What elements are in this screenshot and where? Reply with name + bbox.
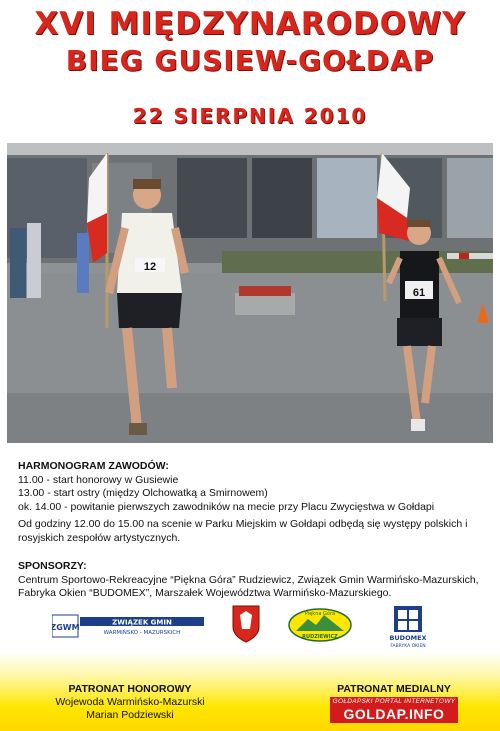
honorary-heading: PATRONAT HONOROWY: [68, 683, 192, 695]
race-photo: [7, 143, 493, 443]
media-patronage: [330, 683, 458, 723]
budomex-logo: [386, 602, 430, 650]
concert-note: Od godziny 12.00 do 15.00 na scenie w Parku Miejskim w Gołdapi odbędą się występy polskich i rosyjskich zespołów artystycznych.: [18, 518, 468, 544]
zgwm-line2: WARMIŃSKO - MAZURSKICH: [103, 630, 181, 636]
honorary-patronage: [10, 683, 250, 722]
piekna-gora-logo: [288, 607, 352, 643]
budomex-sub: FABRYKA OKIEN: [390, 644, 426, 649]
event-title-line1: XVI MIĘDZYNARODOWY: [34, 6, 466, 42]
event-title-line2: BIEG GUSIEW-GOŁDAP: [65, 44, 435, 77]
coat-of-arms-logo: [232, 605, 260, 643]
event-date: 22 SIERPNIA 2010: [132, 104, 368, 128]
schedule-item: 11.00 - start honorowy w Gusiewie: [18, 473, 179, 486]
portal-name: GOLDAP.INFO: [330, 706, 458, 723]
sponsors-heading: SPONSORZY:: [18, 560, 87, 572]
bib-number-right: 61: [412, 287, 426, 299]
budomex-name: BUDOMEX: [389, 634, 427, 642]
schedule-item: 13.00 - start ostry (między Olchowatką a Smirnowem): [18, 487, 268, 499]
honorary-line2: Marian Podziewski: [86, 709, 174, 721]
sponsor-logos: [0, 600, 500, 652]
schedule-section: [18, 460, 488, 514]
zgwm-line1: ZWIĄZEK GMIN: [112, 618, 172, 627]
schedule-heading: HARMONOGRAM ZAWODÓW:: [18, 460, 169, 472]
schedule-item: ok. 14.00 - powitanie pierwszych zawodników na mecie przy Placu Zwycięstwa w Gołdapi: [18, 500, 435, 513]
zgwm-logo: [52, 613, 204, 639]
footer: [0, 652, 500, 731]
sponsors-section: [18, 560, 488, 601]
media-heading: PATRONAT MEDIALNY: [337, 683, 451, 695]
piekna-gora-top: Piękna Góra: [304, 611, 336, 617]
bib-number-left: 12: [143, 261, 157, 273]
honorary-line1: Wojewoda Warmińsko-Mazurski: [55, 696, 205, 708]
piekna-gora-bottom: RUDZIEWICZ: [302, 634, 338, 640]
sponsors-text: Centrum Sportowo-Rekreacyjne “Piękna Góra” Rudziewicz, Związek Gmin Warmińsko-Mazurskich, Fabryka Okien “BUDOMEX”, Marszałek Województwa Warmińsko-Mazurskiego.: [18, 573, 479, 599]
zgwm-mark: ZGWM: [52, 623, 80, 632]
portal-tagline: GOŁDAPSKI PORTAL INTERNETOWY: [330, 697, 458, 706]
